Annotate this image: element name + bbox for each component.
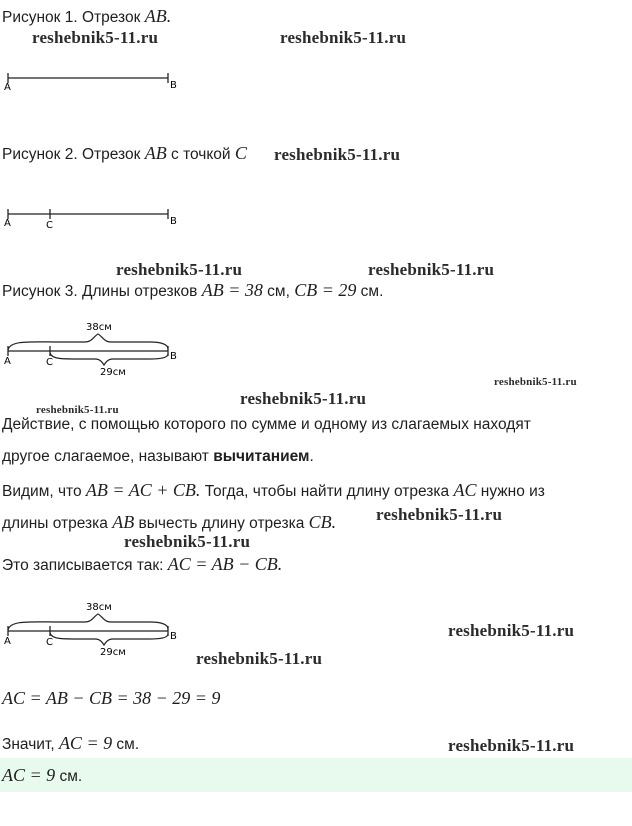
point-b-label: B (170, 351, 177, 362)
point-b-label: B (170, 631, 177, 642)
math-ab: AB (144, 143, 167, 163)
reasoning-text: нужно из (480, 483, 545, 500)
watermark: reshebnik5-11.ru (124, 532, 251, 551)
unit-text: см. (116, 736, 140, 753)
answer-box (0, 758, 632, 792)
caption-text: Рисунок 1. Отрезок (2, 9, 141, 26)
brace-bottom (50, 633, 168, 645)
math-ab: AB (112, 512, 135, 532)
watermark: reshebnik5-11.ru (448, 736, 575, 755)
point-a-label: A (4, 636, 11, 647)
point-b-label: B (170, 216, 177, 227)
point-c-label: C (46, 220, 53, 231)
reasoning-text: вычесть длину отрезка (138, 515, 305, 532)
figure3-caption (2, 280, 383, 302)
watermark: reshebnik5-11.ru (36, 404, 119, 416)
length-29-label: 29см (100, 367, 126, 378)
math-ab-eq: AB = 38 (201, 280, 263, 300)
unit-text: см. (360, 283, 384, 300)
watermark: reshebnik5-11.ru (376, 505, 503, 524)
writing-text: Это записывается так: (2, 557, 164, 574)
math-ab: AB. (144, 6, 172, 26)
brace-top (8, 334, 168, 350)
conclusion-text: Значит, (2, 736, 55, 753)
watermark: reshebnik5-11.ru (116, 260, 243, 279)
length-29-label: 29см (100, 647, 126, 658)
point-a-label: A (4, 218, 11, 229)
definition-text: другое слагаемое, называют (2, 448, 209, 465)
watermark: reshebnik5-11.ru (368, 260, 495, 279)
point-b-label: B (170, 80, 177, 91)
reasoning-text: длины отрезка (2, 515, 108, 532)
reasoning-line-2 (2, 512, 336, 534)
math-cb-eq: CB = 29 (294, 280, 357, 300)
math-cb: CB. (308, 512, 337, 532)
figure2-caption (2, 143, 247, 165)
caption-text: с точкой (171, 146, 231, 163)
punctuation: . (309, 448, 314, 465)
point-c-label: C (46, 637, 53, 648)
math-ac: AC (453, 480, 477, 500)
point-a-label: A (4, 356, 11, 367)
segment-lengths-figure (0, 318, 200, 378)
definition-line-2 (2, 447, 314, 467)
reasoning-text: Видим, что (2, 483, 82, 500)
conclusion-line (2, 733, 139, 755)
unit-text: см. (59, 768, 83, 785)
answer-line (2, 765, 82, 787)
definition-line-1: Действие, с помощью которого по сумме и одному из слагаемых находят (2, 416, 531, 433)
watermark: reshebnik5-11.ru (274, 145, 401, 164)
caption-text: Рисунок 2. Отрезок (2, 146, 141, 163)
writing-line (2, 554, 282, 576)
point-c-label: C (46, 357, 53, 368)
figure1-caption (2, 6, 171, 28)
watermark: reshebnik5-11.ru (448, 621, 575, 640)
reasoning-line-1 (2, 480, 545, 502)
math-difference-eq: AC = AB − CB. (167, 554, 283, 574)
math-sum-eq: AB = AC + CB. (85, 480, 201, 500)
reasoning-text: Тогда, чтобы найти длину отрезка (204, 483, 450, 500)
math-answer-eq: AC = 9 (2, 765, 56, 785)
length-38-label: 38см (86, 602, 112, 613)
length-38-label: 38см (86, 322, 112, 333)
watermark: reshebnik5-11.ru (196, 649, 323, 668)
math-ac-eq: AC = 9 (58, 733, 113, 753)
segment-acb-figure (0, 206, 200, 236)
watermark: reshebnik5-11.ru (280, 28, 407, 47)
brace-bottom (50, 353, 168, 365)
computation-equation: AC = AB − CB = 38 − 29 = 9 (2, 688, 221, 708)
math-c: C (234, 143, 247, 163)
definition-term: вычитанием (213, 448, 310, 465)
segment-lengths-figure-repeat (0, 598, 200, 658)
caption-text: Рисунок 3. Длины отрезков (2, 283, 198, 300)
watermark: reshebnik5-11.ru (240, 389, 367, 408)
watermark: reshebnik5-11.ru (32, 28, 159, 47)
brace-top (8, 614, 168, 630)
segment-ab-figure (0, 70, 200, 100)
unit-text: см, (267, 283, 290, 300)
watermark: reshebnik5-11.ru (494, 376, 577, 388)
point-a-label: A (4, 82, 11, 93)
